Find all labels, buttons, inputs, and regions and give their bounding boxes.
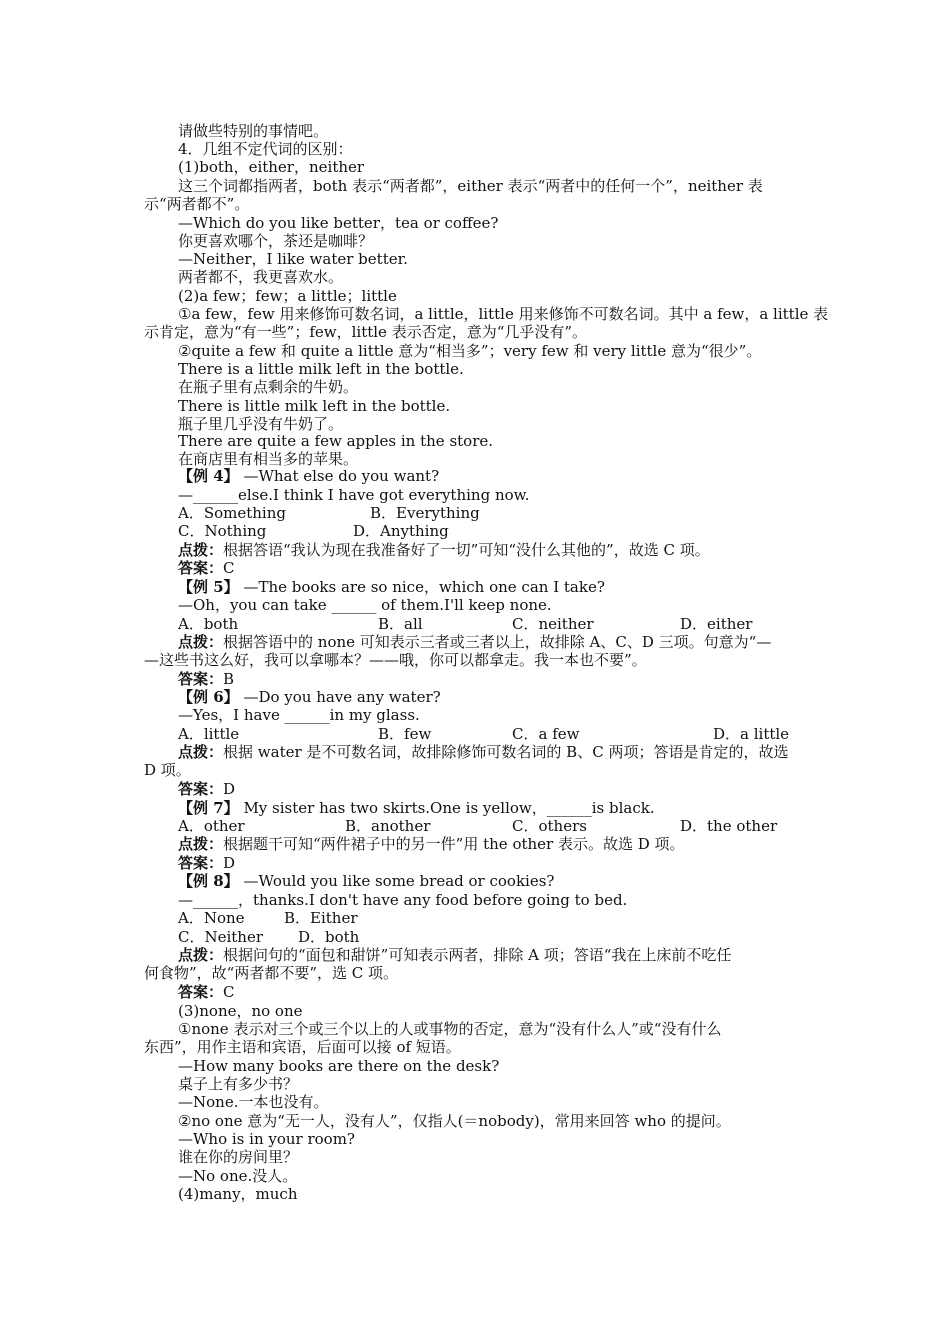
options-row bbox=[178, 615, 808, 633]
example-question bbox=[178, 799, 808, 817]
hint-label: 点拨： bbox=[178, 835, 224, 853]
text-line: ①none 表示对三个或三个以上的人或事物的否定，意为“没有什么人”或“没有什么 bbox=[178, 1020, 722, 1038]
answer-value: C bbox=[223, 559, 235, 577]
subsection-heading: (2)a few；few；a little；little bbox=[178, 287, 397, 305]
option-b: B．all bbox=[378, 615, 423, 633]
option-c: C．a few bbox=[512, 725, 580, 743]
option-d: D．a little bbox=[713, 725, 790, 743]
question-text: —What else do you want? bbox=[238, 467, 440, 485]
translation-line: 在瓶子里有点剩余的牛奶。 bbox=[178, 378, 359, 396]
option-d: D．the other bbox=[680, 817, 778, 835]
translation-line: 谁在你的房间里？ bbox=[178, 1148, 299, 1166]
option-a: A．Something bbox=[178, 504, 286, 522]
hint-continued: —这些书这么好，我可以拿哪本？——哦，你可以都拿走。我一本也不要”。 bbox=[144, 651, 647, 669]
answer-label: 答案： bbox=[178, 780, 224, 798]
section-heading: 4．几组不定代词的区别： bbox=[178, 140, 353, 158]
example-sentence: —How many books are there on the desk? bbox=[178, 1057, 500, 1075]
option-b: B．Everything bbox=[370, 504, 480, 522]
question-line: —Oh，you can take ______ of them.I'll keep none. bbox=[178, 596, 552, 614]
answer-label: 答案： bbox=[178, 670, 224, 688]
text-line: 这三个词都指两者，both 表示“两者都”，either 表示“两者中的任何一个”，neither 表 bbox=[178, 177, 763, 195]
example-question bbox=[178, 688, 808, 706]
option-c: C．others bbox=[512, 817, 587, 835]
text-line: 示“两者都不”。 bbox=[144, 195, 250, 213]
hint-text: 根据题干可知“两件裙子中的另一件”用 the other 表示。故选 D 项。 bbox=[223, 835, 685, 853]
answer-line bbox=[178, 780, 808, 798]
answer-label: 答案： bbox=[178, 854, 224, 872]
answer-label: 答案： bbox=[178, 983, 224, 1001]
option-a: A．little bbox=[178, 725, 240, 743]
answer-line bbox=[178, 983, 808, 1001]
hint-text: 根据答语中的 none 可知表示三者或三者以上，故排除 A、C、D 三项。句意为“— bbox=[223, 633, 772, 651]
example-sentence: —Which do you like better，tea or coffee? bbox=[178, 214, 499, 232]
translation-line: 瓶子里几乎没有牛奶了。 bbox=[178, 415, 344, 433]
translation-line: 桌子上有多少书？ bbox=[178, 1075, 299, 1093]
example-question bbox=[178, 467, 808, 485]
option-a: A．other bbox=[178, 817, 245, 835]
answer-value: D bbox=[223, 780, 236, 798]
options-row bbox=[178, 504, 808, 522]
answer-value: C bbox=[223, 983, 235, 1001]
example-sentence: —Neither，I like water better. bbox=[178, 250, 408, 268]
example-label: 【例 5】 bbox=[178, 578, 239, 596]
option-b: B．another bbox=[345, 817, 431, 835]
option-d: D．either bbox=[680, 615, 753, 633]
example-label: 【例 7】 bbox=[178, 799, 239, 817]
option-b: B．few bbox=[378, 725, 432, 743]
text-line: ①a few，few 用来修饰可数名词，a little，little 用来修饰不可数名词。其中 a few，a little 表 bbox=[178, 305, 829, 323]
example-label: 【例 8】 bbox=[178, 872, 239, 890]
option-d: D．Anything bbox=[353, 522, 449, 540]
text-line: 示肯定，意为“有一些”；few，little 表示否定，意为“几乎没有”。 bbox=[144, 323, 588, 341]
answer-value: B bbox=[223, 670, 235, 688]
options-row bbox=[178, 817, 808, 835]
example-sentence: There is little milk left in the bottle. bbox=[178, 397, 451, 415]
hint-label: 点拨： bbox=[178, 743, 224, 761]
example-sentence: There are quite a few apples in the store. bbox=[178, 432, 494, 450]
text-line: 东西”，用作主语和宾语，后面可以接 of 短语。 bbox=[144, 1038, 461, 1056]
hint-label: 点拨： bbox=[178, 541, 224, 559]
question-text: —Would you like some bread or cookies? bbox=[238, 872, 555, 890]
translation-line: 在商店里有相当多的苹果。 bbox=[178, 450, 359, 468]
question-line: —______，thanks.I don't have any food before going to bed. bbox=[178, 891, 628, 909]
hint-text: 根据答语“我认为现在我准备好了一切”可知“没什么其他的”，故选 C 项。 bbox=[223, 541, 710, 559]
answer-line bbox=[178, 854, 808, 872]
hint-text: 根据问句的“面包和甜饼”可知表示两者，排除 A 项；答语“我在上床前不吃任 bbox=[223, 946, 732, 964]
subsection-heading: (4)many，much bbox=[178, 1185, 298, 1203]
options-row bbox=[178, 909, 808, 927]
question-text: —The books are so nice，which one can I take? bbox=[238, 578, 605, 596]
option-b: B．Either bbox=[284, 909, 358, 927]
options-row bbox=[178, 522, 808, 540]
text-line: 请做些特别的事情吧。 bbox=[178, 122, 329, 140]
text-line: ②no one 意为“无一人，没有人”，仅指人(＝nobody)，常用来回答 who 的提问。 bbox=[178, 1112, 731, 1130]
hint-text: 根据 water 是不可数名词，故排除修饰可数名词的 B、C 两项；答语是肯定的，故选 bbox=[223, 743, 789, 761]
question-line: —______else.I think I have got everything now. bbox=[178, 486, 530, 504]
option-c: C．Neither bbox=[178, 928, 264, 946]
hint-continued: D 项。 bbox=[144, 761, 191, 779]
example-label: 【例 6】 bbox=[178, 688, 239, 706]
option-c: C．Nothing bbox=[178, 522, 267, 540]
example-sentence: There is a little milk left in the bottle. bbox=[178, 360, 464, 378]
option-c: C．neither bbox=[512, 615, 594, 633]
example-sentence: —None.一本也没有。 bbox=[178, 1093, 329, 1111]
hint-line bbox=[178, 743, 808, 761]
hint-line bbox=[178, 835, 808, 853]
example-label: 【例 4】 bbox=[178, 467, 239, 485]
answer-value: D bbox=[223, 854, 236, 872]
question-text: —Do you have any water? bbox=[238, 688, 441, 706]
answer-label: 答案： bbox=[178, 559, 224, 577]
subsection-heading: (3)none，no one bbox=[178, 1002, 303, 1020]
subsection-heading: (1)both，either，neither bbox=[178, 158, 365, 176]
hint-line bbox=[178, 541, 808, 559]
option-a: A．both bbox=[178, 615, 239, 633]
example-sentence: —No one.没人。 bbox=[178, 1167, 298, 1185]
example-question bbox=[178, 578, 808, 596]
hint-continued: 何食物”，故“两者都不要”，选 C 项。 bbox=[144, 964, 399, 982]
text-line: ②quite a few 和 quite a little 意为“相当多”；very few 和 very little 意为“很少”。 bbox=[178, 342, 762, 360]
question-text: My sister has two skirts.One is yellow，______is black. bbox=[238, 799, 655, 817]
question-line: —Yes，I have ______in my glass. bbox=[178, 706, 420, 724]
example-sentence: —Who is in your room? bbox=[178, 1130, 355, 1148]
translation-line: 两者都不，我更喜欢水。 bbox=[178, 268, 344, 286]
options-row bbox=[178, 725, 808, 743]
hint-line bbox=[178, 633, 808, 651]
answer-line bbox=[178, 670, 808, 688]
example-question bbox=[178, 872, 808, 890]
hint-line bbox=[178, 946, 808, 964]
hint-label: 点拨： bbox=[178, 633, 224, 651]
translation-line: 你更喜欢哪个，茶还是咖啡？ bbox=[178, 232, 374, 250]
option-a: A．None bbox=[178, 909, 245, 927]
hint-label: 点拨： bbox=[178, 946, 224, 964]
option-d: D．both bbox=[298, 928, 360, 946]
answer-line bbox=[178, 559, 808, 577]
options-row bbox=[178, 928, 808, 946]
